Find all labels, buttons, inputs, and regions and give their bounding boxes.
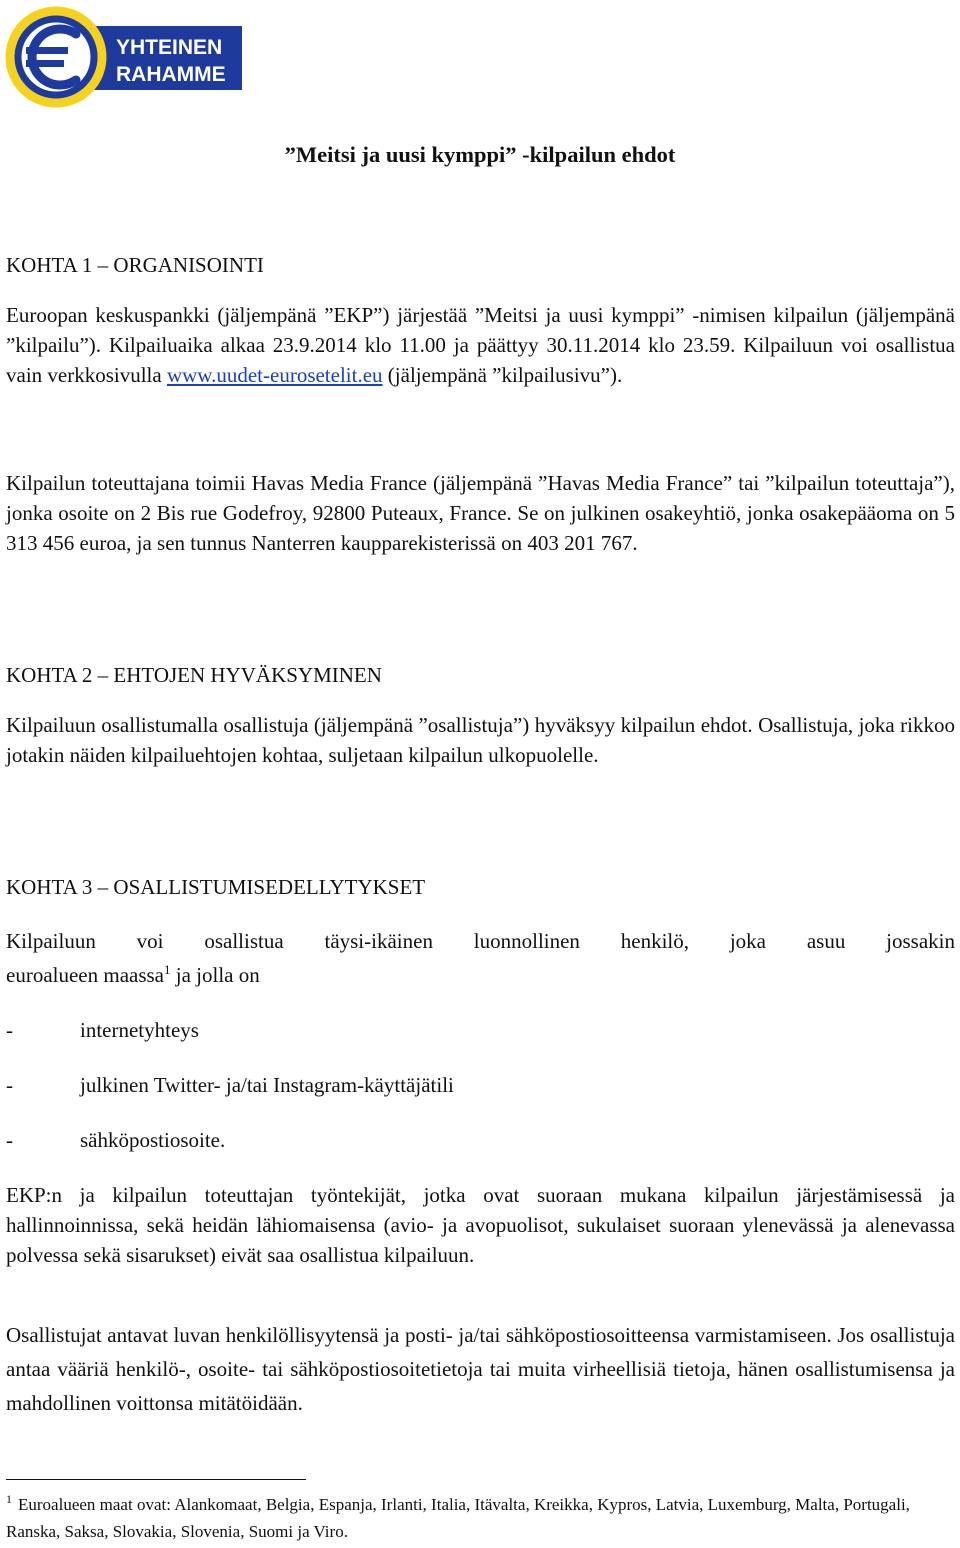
logo-line2: RAHAMME — [116, 63, 226, 86]
section1-heading: KOHTA 1 – ORGANISOINTI — [6, 253, 264, 277]
list-item — [6, 1015, 199, 1045]
list-item-text: internetyhteys — [80, 1018, 199, 1042]
list-item — [6, 1070, 454, 1100]
document-title: ”Meitsi ja uusi kymppi” -kilpailun ehdot — [284, 142, 676, 167]
footnote-reference: 1 — [164, 962, 171, 977]
section1-paragraph1 — [6, 300, 955, 390]
bullet-dash: - — [6, 1018, 13, 1042]
list-item-text: julkinen Twitter- ja/tai Instagram-käyttäjätili — [80, 1073, 454, 1097]
section1-p1-text: Euroopan keskuspankki (jäljempänä ”EKP”) järjestää ”Meitsi ja uusi kymppi” -nimisen kilpailun (jäljempänä ”kilpailu”). Kilpailuaika alkaa 23.9.2014 klo 11.00 ja päättyy 30.11.2014 klo 23.59. Kilpailuun voi osallistua vain verkkosivulla — [6, 303, 955, 387]
section3-paragraph1-line1: Kilpailuun voi osallistua täysi-ikäinen luonnollinen henkilö, joka asuu jossakin — [6, 929, 955, 953]
footnote-divider — [6, 1479, 306, 1480]
bullet-dash: - — [6, 1073, 13, 1097]
list-item — [6, 1125, 225, 1155]
euro-icon — [4, 4, 244, 110]
section3-paragraph3: Osallistujat antavat luvan henkilöllisyytensä ja posti- ja/tai sähköpostiosoitteensa varmistamiseen. Jos osallistuja antaa vääriä henkilö-, osoite- tai sähköpostiosoitetietoja tai muita virheellisiä tietoja, hänen osallistumisensa ja mahdollinen voittonsa mitätöidään. — [6, 1323, 955, 1415]
section3-paragraph2: EKP:n ja kilpailun toteuttajan työntekijät, jotka ovat suoraan mukana kilpailun järjestämisessä ja hallinnoinnissa, sekä heidän lähiomaisensa (avio- ja avopuolisot, sukulaiset suoraan ylenevässä ja alenevassa polvessa sekä sisarukset) eivät saa osallistua kilpailuun. — [6, 1183, 955, 1267]
footnote-number: 1 — [6, 1492, 12, 1507]
logo-line1: YHTEINEN — [116, 36, 223, 59]
section1-paragraph2: Kilpailun toteuttajana toimii Havas Media France (jäljempänä ”Havas Media France” tai ”kilpailun toteuttaja”), jonka osoite on 2 Bis rue Godefroy, 92800 Puteaux, France. Se on julkinen osakeyhtiö, jonka osakepääoma on 5 313 456 euroa, ja sen tunnus Nanterren kaupparekisterissä on 403 201 767. — [6, 471, 955, 555]
section1-p1-tail: (jäljempänä ”kilpailusivu”). — [382, 363, 623, 387]
logo — [4, 4, 244, 110]
footnote-text: Euroalueen maat ovat: Alankomaat, Belgia, Espanja, Irlanti, Italia, Itävalta, Kreikka, Kypros, Latvia, Luxemburg, Malta, Portugali, Ranska, Saksa, Slovakia, Slovenia, Suomi ja Viro. — [6, 1495, 910, 1541]
section3-p1-text: euroalueen maassa — [6, 963, 165, 987]
section3-paragraph1-line2 — [6, 960, 955, 990]
section2-heading: KOHTA 2 – EHTOJEN HYVÄKSYMINEN — [6, 663, 382, 687]
competition-site-link[interactable]: www.uudet-eurosetelit.eu — [166, 363, 383, 387]
section3-p1-tail: ja jolla on — [170, 963, 260, 987]
list-item-text: sähköpostiosoite. — [80, 1128, 226, 1152]
bullet-dash: - — [6, 1128, 13, 1152]
footnote — [6, 1491, 955, 1545]
section3-heading: KOHTA 3 – OSALLISTUMISEDELLYTYKSET — [6, 875, 426, 899]
section2-paragraph1: Kilpailuun osallistumalla osallistuja (jäljempänä ”osallistuja”) hyväksyy kilpailun ehdot. Osallistuja, joka rikkoo jotakin näiden kilpailuehtojen kohtaa, suljetaan kilpailun ulkopuolelle. — [6, 713, 955, 767]
